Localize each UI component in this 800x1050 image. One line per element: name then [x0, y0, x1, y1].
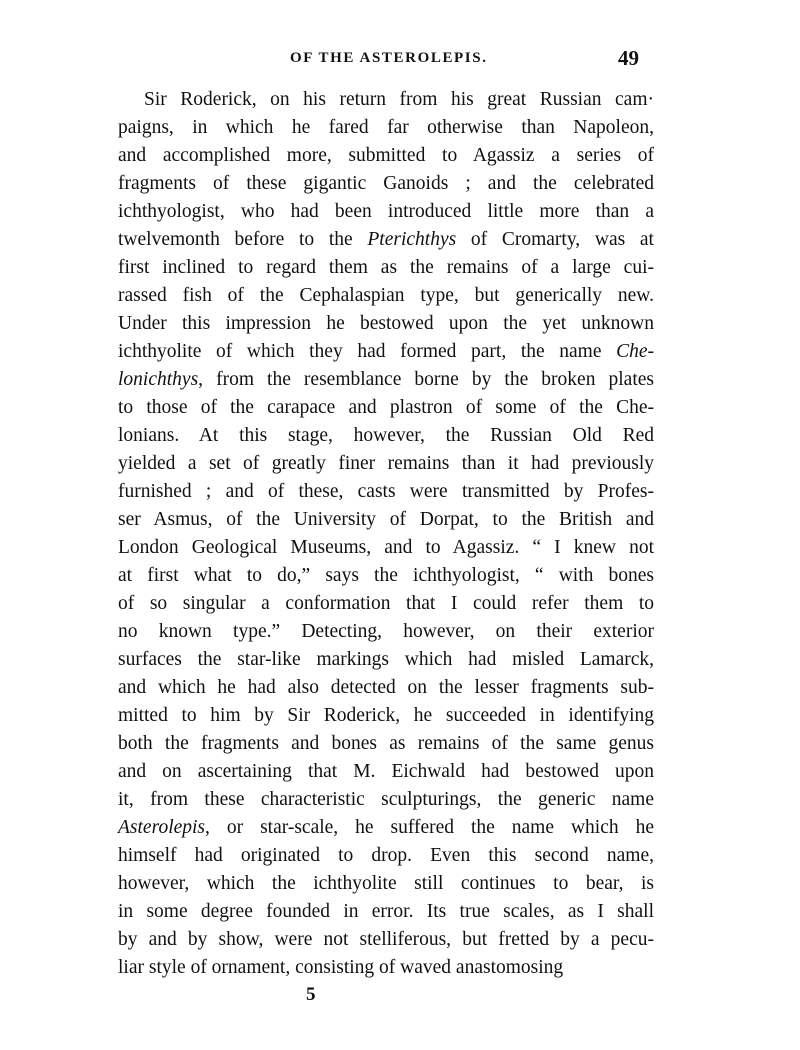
text-segment: lonians. At this stage, however, the Russian Old Red: [118, 425, 654, 446]
text-segment: paigns, in which he fared far otherwise than Napoleon,: [118, 117, 654, 138]
text-line: [118, 674, 654, 702]
text-segment: himself had originated to drop. Even this second name,: [118, 845, 654, 866]
text-segment: and on ascertaining that M. Eichwald had bestowed upon: [118, 761, 654, 782]
signature-mark: 5: [306, 984, 316, 1005]
text-segment: and accomplished more, submitted to Agassiz a series of: [118, 145, 654, 166]
text-segment: twelvemonth before to the: [118, 229, 368, 250]
text-line: [118, 114, 654, 142]
text-line: [118, 562, 654, 590]
text-line: [118, 702, 654, 730]
text-line: [118, 422, 654, 450]
body-text: [118, 86, 654, 982]
text-segment: Sir Roderick, on his return from his great Russian cam·: [144, 89, 654, 110]
text-line: [118, 898, 654, 926]
text-line: [118, 170, 654, 198]
text-segment: liar style of ornament, consisting of waved anastomosing: [118, 957, 564, 978]
text-segment: furnished ; and of these, casts were transmitted by Profes-: [118, 481, 654, 502]
text-segment: by and by show, were not stelliferous, but fretted by a pecu-: [118, 929, 654, 950]
text-line: [118, 534, 654, 562]
text-line: [118, 814, 654, 842]
running-head: [0, 46, 800, 76]
text-segment: , or star-scale, he suffered the name which he: [205, 817, 654, 838]
text-line: [118, 450, 654, 478]
text-segment: London Geological Museums, and to Agassiz. “ I knew not: [118, 537, 654, 558]
text-line: [118, 590, 654, 618]
text-line: [118, 394, 654, 422]
text-line: [118, 954, 654, 982]
italic-term: lonichthys: [118, 369, 199, 390]
text-segment: to those of the carapace and plastron of some of the Che-: [118, 397, 654, 418]
text-line: [118, 310, 654, 338]
text-line: [118, 506, 654, 534]
text-line: [118, 870, 654, 898]
text-segment: it, from these characteristic sculpturings, the generic name: [118, 789, 654, 810]
text-line: [118, 86, 654, 114]
text-segment: first inclined to regard them as the remains of a large cui-: [118, 257, 654, 278]
text-segment: ichthyolite of which they had formed part, the name: [118, 341, 617, 362]
text-line: [118, 366, 654, 394]
text-line: [118, 478, 654, 506]
text-segment: of so singular a conformation that I could refer them to: [118, 593, 654, 614]
text-line: [118, 226, 654, 254]
text-segment: ichthyologist, who had been introduced little more than a: [118, 201, 654, 222]
text-segment: in some degree founded in error. Its true scales, as I shall: [118, 901, 654, 922]
running-title: OF THE ASTEROLEPIS.: [290, 50, 488, 66]
text-segment: surfaces the star-like markings which had misled Lamarck,: [118, 649, 654, 670]
text-line: [118, 786, 654, 814]
text-segment: , from the resemblance borne by the broken plates: [198, 369, 654, 390]
text-line: [118, 926, 654, 954]
text-segment: mitted to him by Sir Roderick, he succeeded in identifying: [118, 705, 654, 726]
text-line: [118, 646, 654, 674]
text-segment: and which he had also detected on the lesser fragments sub-: [118, 677, 654, 698]
text-segment: rassed fish of the Cephalaspian type, but generically new.: [118, 285, 654, 306]
text-line: [118, 142, 654, 170]
text-line: [118, 338, 654, 366]
text-line: [118, 618, 654, 646]
text-segment: no known type.” Detecting, however, on their exterior: [118, 621, 654, 642]
text-segment: fragments of these gigantic Ganoids ; and the celebrated: [118, 173, 654, 194]
text-segment: Under this impression he bestowed upon the yet unknown: [118, 313, 654, 334]
text-segment: however, which the ichthyolite still continues to bear, is: [118, 873, 654, 894]
text-segment: yielded a set of greatly finer remains than it had previously: [118, 453, 654, 474]
italic-term: Asterolepis: [118, 817, 206, 838]
text-segment: of Cromarty, was at: [456, 229, 654, 250]
text-segment: at first what to do,” says the ichthyologist, “ with bones: [118, 565, 654, 586]
text-line: [118, 198, 654, 226]
text-line: [118, 842, 654, 870]
text-line: [118, 254, 654, 282]
page-number: 49: [618, 46, 639, 70]
text-line: [118, 282, 654, 310]
italic-term: Che-: [616, 341, 654, 362]
text-segment: both the fragments and bones as remains of the same genus: [118, 733, 654, 754]
text-segment: ser Asmus, of the University of Dorpat, to the British and: [118, 509, 654, 530]
italic-term: Pterichthys: [367, 229, 457, 250]
text-line: [118, 758, 654, 786]
text-line: [118, 730, 654, 758]
